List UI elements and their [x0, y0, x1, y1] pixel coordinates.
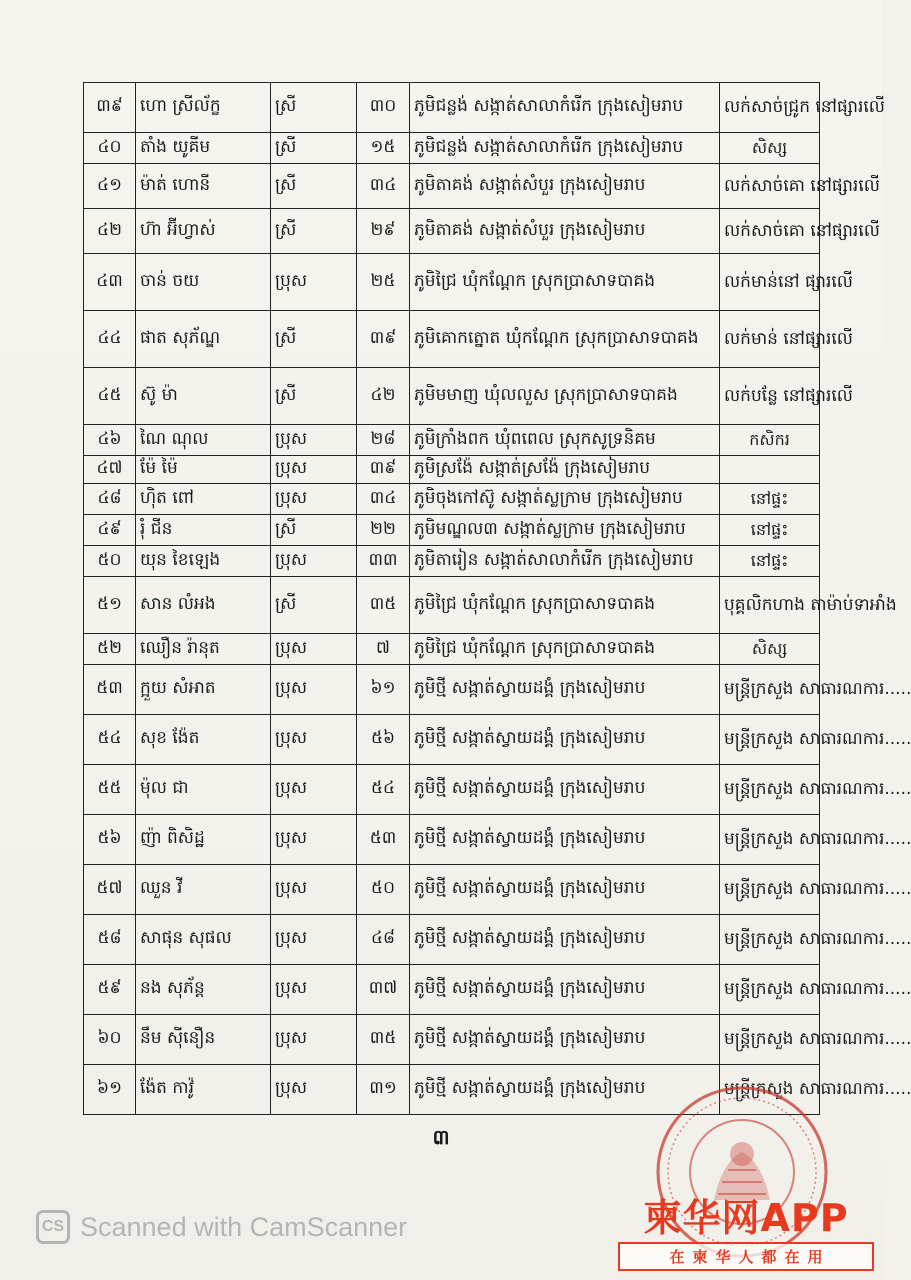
row-sex: ប្រុស — [271, 254, 357, 311]
row-age: ២៩ — [357, 209, 410, 254]
row-name: សុខ ង៉ែត — [136, 715, 271, 765]
row-sex: ប្រុស — [271, 715, 357, 765]
row-address: ភូមិមណ្ឌល៣ សង្កាត់ស្លក្រាម ក្រុងសៀមរាប — [410, 515, 720, 546]
row-age: ៣៥ — [357, 1015, 410, 1065]
table-row — [84, 484, 820, 515]
table-row — [84, 765, 820, 815]
row-sex: ប្រុស — [271, 1065, 357, 1115]
row-number: ៥៣ — [84, 665, 136, 715]
row-age: ៣៩ — [357, 311, 410, 368]
row-occupation: មន្ត្រីក្រសួង សាធារណការ..... — [720, 865, 820, 915]
row-number: ៥៨ — [84, 915, 136, 965]
row-age: ៣៥ — [357, 577, 410, 634]
row-name: ណៃ ណុល — [136, 425, 271, 456]
row-sex: ប្រុស — [271, 815, 357, 865]
row-address: ភូមិថ្មី សង្កាត់ស្វាយដង្គំ ក្រុងសៀមរាប — [410, 1065, 720, 1115]
row-address: ភូមិថ្មី សង្កាត់ស្វាយដង្គំ ក្រុងសៀមរាប — [410, 715, 720, 765]
table-row — [84, 665, 820, 715]
table-row — [84, 577, 820, 634]
row-name: ម៉ាត់ ហោនី — [136, 164, 271, 209]
row-sex: ប្រុស — [271, 665, 357, 715]
row-name: ម៉ែ ម៉ៃ — [136, 456, 271, 484]
row-number: ៤៥ — [84, 368, 136, 425]
brand-name: 柬华网APP — [643, 1196, 849, 1240]
row-occupation: លក់សាច់គោ នៅផ្សារលើ — [720, 209, 820, 254]
brand-tagline: 在柬华人都在用 — [618, 1242, 874, 1271]
row-age: ៣៣ — [357, 546, 410, 577]
row-sex: ស្រី — [271, 311, 357, 368]
table-row — [84, 311, 820, 368]
row-address: ភូមិមមាញ ឃុំលលួស ស្រុកប្រាសាទបាគង — [410, 368, 720, 425]
row-occupation: សិស្ស — [720, 634, 820, 665]
row-age: ២៨ — [357, 425, 410, 456]
row-occupation: មន្ត្រីក្រសួង សាធារណការ..... — [720, 715, 820, 765]
row-number: ៥៤ — [84, 715, 136, 765]
table-row — [84, 546, 820, 577]
row-number: ៦១ — [84, 1065, 136, 1115]
row-occupation: នៅផ្ទះ — [720, 484, 820, 515]
row-occupation: លក់សាច់គោ នៅផ្សារលើ — [720, 164, 820, 209]
row-address: ភូមិជ្រៃ ឃុំកណ្ដែក ស្រុកប្រាសាទបាគង — [410, 577, 720, 634]
row-age: ៥៣ — [357, 815, 410, 865]
row-address: ភូមិគោកត្នោត ឃុំកណ្ដែក ស្រុកប្រាសាទបាគង — [410, 311, 720, 368]
table-row — [84, 1015, 820, 1065]
row-name: ង៉ែត កាវ៉ូ — [136, 1065, 271, 1115]
row-age: ៣៤ — [357, 164, 410, 209]
row-age: ៤២ — [357, 368, 410, 425]
row-name: ផាត សុភ័ណ្ឌ — [136, 311, 271, 368]
row-address: ភូមិចុងកៅស៊ូ សង្កាត់ស្លក្រាម ក្រុងសៀមរាប — [410, 484, 720, 515]
row-address: ភូមិតារៀន សង្កាត់សាលាកំរើក ក្រុងសៀមរាប — [410, 546, 720, 577]
row-age: ៥០ — [357, 865, 410, 915]
camscanner-watermark — [36, 1210, 407, 1244]
table-row — [84, 254, 820, 311]
row-address: ភូមិថ្មី សង្កាត់ស្វាយដង្គំ ក្រុងសៀមរាប — [410, 965, 720, 1015]
row-occupation: មន្ត្រីក្រសួង សាធារណការ..... — [720, 1015, 820, 1065]
row-number: ៤៦ — [84, 425, 136, 456]
row-sex: ស្រី — [271, 515, 357, 546]
row-occupation: មន្ត្រីក្រសួង សាធារណការ..... — [720, 1065, 820, 1115]
row-number: ៣៩ — [84, 83, 136, 133]
row-number: ៤០ — [84, 133, 136, 164]
row-age: ៣០ — [357, 83, 410, 133]
row-name: រុំ ជីន — [136, 515, 271, 546]
row-name: ម៉ុល ជា — [136, 765, 271, 815]
row-address: ភូមិជ្រៃ ឃុំកណ្ដែក ស្រុកប្រាសាទបាគង — [410, 634, 720, 665]
row-sex: ប្រុស — [271, 456, 357, 484]
row-age: ១៥ — [357, 133, 410, 164]
row-age: ៤៨ — [357, 915, 410, 965]
row-occupation: បុគ្គលិកហាង តាម៉ាប់ទាអាំង — [720, 577, 820, 634]
row-sex: ស្រី — [271, 577, 357, 634]
row-occupation — [720, 456, 820, 484]
table-row — [84, 83, 820, 133]
row-sex: ប្រុស — [271, 1015, 357, 1065]
row-age: ៦១ — [357, 665, 410, 715]
table-row — [84, 915, 820, 965]
row-occupation: នៅផ្ទះ — [720, 546, 820, 577]
row-sex: ស្រី — [271, 83, 357, 133]
row-name: នឹម ស៊ីនឿន — [136, 1015, 271, 1065]
row-address: ភូមិក្រាំងពក ឃុំពពេល ស្រុកសូទ្រនិគម — [410, 425, 720, 456]
row-number: ៤២ — [84, 209, 136, 254]
row-address: ភូមិថ្មី សង្កាត់ស្វាយដង្គំ ក្រុងសៀមរាប — [410, 915, 720, 965]
table-row — [84, 865, 820, 915]
row-age: ៣៤ — [357, 484, 410, 515]
row-number: ៥៧ — [84, 865, 136, 915]
row-sex: ប្រុស — [271, 634, 357, 665]
row-occupation: កសិករ — [720, 425, 820, 456]
row-name: តាំង យូគីម — [136, 133, 271, 164]
row-sex: ស្រី — [271, 209, 357, 254]
row-number: ៤៧ — [84, 456, 136, 484]
row-number: ៥៩ — [84, 965, 136, 1015]
records-table — [83, 82, 911, 1115]
row-number: ៤៤ — [84, 311, 136, 368]
table-row — [84, 456, 820, 484]
row-occupation: មន្ត្រីក្រសួង សាធារណការ..... — [720, 965, 820, 1015]
row-address: ភូមិជន្លង់ សង្កាត់សាលាកំរើក ក្រុងសៀមរាប — [410, 83, 720, 133]
row-age: ៣១ — [357, 1065, 410, 1115]
table-row — [84, 164, 820, 209]
brand-watermark — [618, 1196, 874, 1271]
row-occupation: លក់បន្លែ នៅផ្សារលើ — [720, 368, 820, 425]
row-age: ២២ — [357, 515, 410, 546]
row-address: ភូមិថ្មី សង្កាត់ស្វាយដង្គំ ក្រុងសៀមរាប — [410, 665, 720, 715]
row-number: ៤៩ — [84, 515, 136, 546]
table-row — [84, 133, 820, 164]
table-row — [84, 425, 820, 456]
row-address: ភូមិថ្មី សង្កាត់ស្វាយដង្គំ ក្រុងសៀមរាប — [410, 865, 720, 915]
row-sex: ប្រុស — [271, 425, 357, 456]
table-row — [84, 815, 820, 865]
row-name: សាន លំអង — [136, 577, 271, 634]
row-address: ភូមិថ្មី សង្កាត់ស្វាយដង្គំ ក្រុងសៀមរាប — [410, 815, 720, 865]
row-name: ហោ ស្រីល័ក្ខ — [136, 83, 271, 133]
row-age: ៧ — [357, 634, 410, 665]
table-row — [84, 965, 820, 1015]
table-row — [84, 209, 820, 254]
row-name: យុន ខៃឡេង — [136, 546, 271, 577]
row-address: ភូមិថ្មី សង្កាត់ស្វាយដង្គំ ក្រុងសៀមរាប — [410, 1015, 720, 1065]
row-occupation: លក់មាន់នៅ ផ្សារលើ — [720, 254, 820, 311]
camscanner-text: Scanned with CamScanner — [80, 1211, 408, 1242]
page-number: ៣ — [432, 1125, 450, 1149]
row-number: ៦០ — [84, 1015, 136, 1065]
row-sex: ប្រុស — [271, 546, 357, 577]
row-name: សាផុន សុផល — [136, 915, 271, 965]
row-name: ឈឿន រ៉ានុត — [136, 634, 271, 665]
row-sex: ប្រុស — [271, 484, 357, 515]
row-age: ៣៩ — [357, 456, 410, 484]
row-name: ក្អួយ សំអាត — [136, 665, 271, 715]
row-number: ៥០ — [84, 546, 136, 577]
row-number: ៥២ — [84, 634, 136, 665]
row-name: ហ៊ិត ពៅ — [136, 484, 271, 515]
row-occupation: មន្ត្រីក្រសួង សាធារណការ..... — [720, 765, 820, 815]
row-age: ៣៧ — [357, 965, 410, 1015]
row-address: ភូមិជ្រៃ ឃុំកណ្ដែក ស្រុកប្រាសាទបាគង — [410, 254, 720, 311]
table-row — [84, 515, 820, 546]
row-number: ៥១ — [84, 577, 136, 634]
row-number: ៤៣ — [84, 254, 136, 311]
row-name: ហ៊ា អ៊ីហ្វាស់ — [136, 209, 271, 254]
row-age: ៥៤ — [357, 765, 410, 815]
row-name: ញ៉ា ពិសិដ្ឋ — [136, 815, 271, 865]
row-address: ភូមិស្រង៉ែ សង្កាត់ស្រង៉ែ ក្រុងសៀមរាប — [410, 456, 720, 484]
row-occupation: មន្ត្រីក្រសួង សាធារណការ..... — [720, 915, 820, 965]
row-name: នង សុភ័ន្ត — [136, 965, 271, 1015]
row-sex: ស្រី — [271, 133, 357, 164]
camscanner-logo-icon: CS — [36, 1210, 70, 1244]
row-name: ស៊ូ ម៉ា — [136, 368, 271, 425]
row-occupation: សិស្ស — [720, 133, 820, 164]
row-occupation: លក់សាច់ជ្រូក នៅផ្សារលើ — [720, 83, 820, 133]
row-number: ៤១ — [84, 164, 136, 209]
row-address: ភូមិតាគង់ សង្កាត់សំបួរ ក្រុងសៀមរាប — [410, 164, 720, 209]
row-number: ៤៨ — [84, 484, 136, 515]
row-number: ៥៦ — [84, 815, 136, 865]
row-name: ឈួន វី — [136, 865, 271, 915]
row-occupation: នៅផ្ទះ — [720, 515, 820, 546]
row-sex: ប្រុស — [271, 915, 357, 965]
table-row — [84, 715, 820, 765]
row-address: ភូមិតាគង់ សង្កាត់សំបួរ ក្រុងសៀមរាប — [410, 209, 720, 254]
row-occupation: លក់មាន់ នៅផ្សារលើ — [720, 311, 820, 368]
row-sex: ប្រុស — [271, 865, 357, 915]
row-sex: ប្រុស — [271, 765, 357, 815]
row-sex: ស្រី — [271, 164, 357, 209]
row-occupation: មន្ត្រីក្រសួង សាធារណការ..... — [720, 815, 820, 865]
table-row — [84, 368, 820, 425]
row-name: ចាន់ ចយ — [136, 254, 271, 311]
row-age: ២៥ — [357, 254, 410, 311]
row-age: ៥៦ — [357, 715, 410, 765]
row-occupation: មន្ត្រីក្រសួង សាធារណការ..... — [720, 665, 820, 715]
table-row — [84, 634, 820, 665]
row-address: ភូមិថ្មី សង្កាត់ស្វាយដង្គំ ក្រុងសៀមរាប — [410, 765, 720, 815]
row-sex: ប្រុស — [271, 965, 357, 1015]
row-address: ភូមិជន្លង់ សង្កាត់សាលាកំរើក ក្រុងសៀមរាប — [410, 133, 720, 164]
row-number: ៥៥ — [84, 765, 136, 815]
row-sex: ស្រី — [271, 368, 357, 425]
